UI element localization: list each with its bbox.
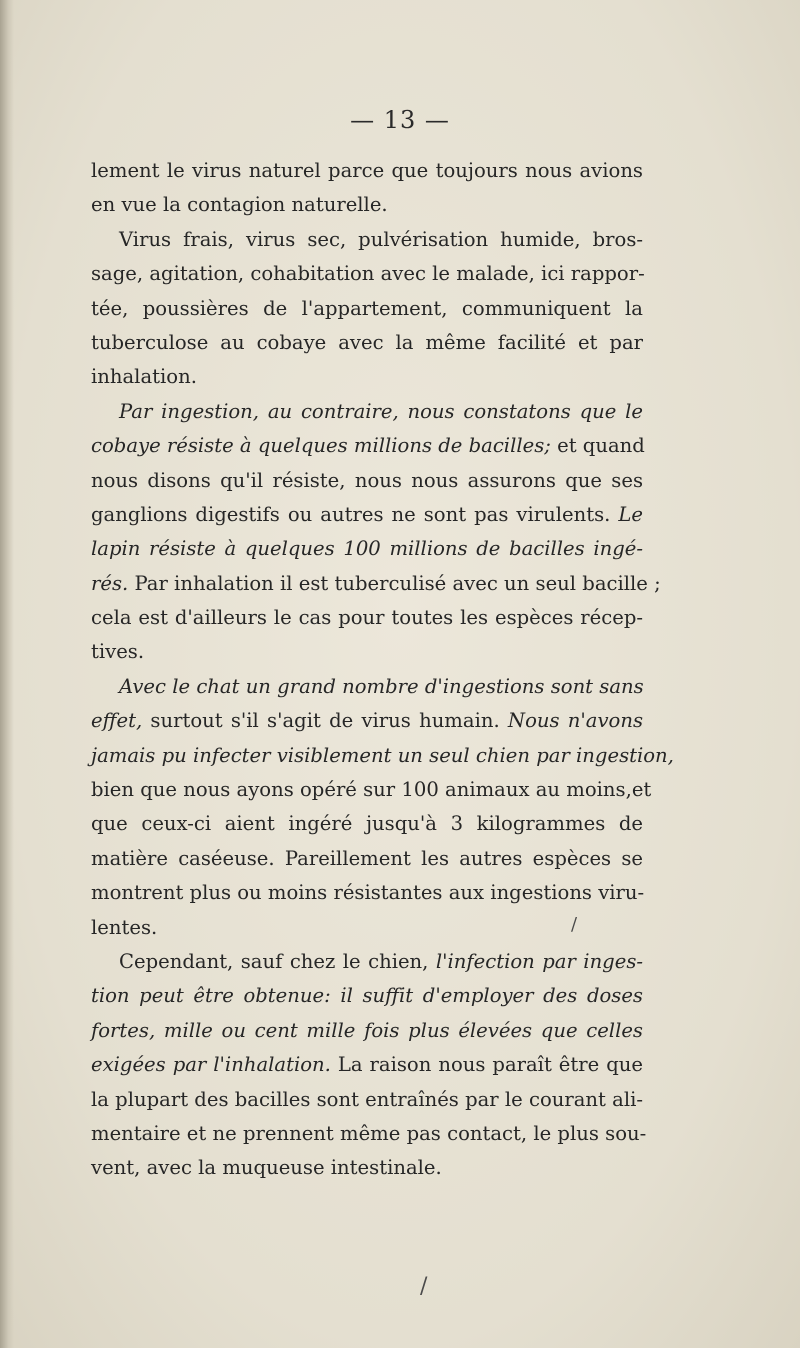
text-segment: La raison nous paraît être que [330, 1053, 643, 1077]
text-line [91, 1117, 647, 1151]
text-line [91, 773, 652, 807]
text-line [91, 876, 643, 910]
italic-text: l'infection par inges- [435, 949, 643, 973]
text-line [91, 807, 643, 841]
text-line [91, 979, 643, 1013]
text-segment: vent, avec la muqueuse intestinale. [91, 1156, 442, 1180]
text-segment: Par inhalation il est tuberculisé avec un seul bacille ; [128, 571, 661, 595]
text-line [91, 154, 643, 188]
text-segment: cela est d'ailleurs le cas pour toutes les espèces récep- [91, 606, 643, 630]
italic-text: Par ingestion, au contraire, nous constatons que le [119, 399, 643, 423]
italic-text: jamais pu infecter visiblement un seul chien par ingestion, [91, 743, 674, 767]
text-line [91, 395, 643, 429]
text-segment: la plupart des bacilles sont entraînés par le courant ali- [91, 1087, 643, 1111]
italic-text: rés. [91, 571, 129, 595]
text-line [91, 704, 643, 738]
text-segment: montrent plus ou moins résistantes aux ingestions viru- [91, 881, 645, 905]
text-segment: inhalation. [91, 365, 197, 389]
text-segment: tuberculose au cobaye avec la même facilité et par [91, 330, 643, 354]
text-segment: bien que nous ayons opéré sur 100 animaux au moins,et [91, 778, 652, 802]
text-segment: mentaire et ne prennent même pas contact, le plus sou- [91, 1121, 647, 1145]
text-segment: nous disons qu'il résiste, nous nous assurons que ses [91, 468, 643, 492]
stray-mark: / [420, 1274, 428, 1299]
text-segment: en vue la contagion naturelle. [91, 193, 388, 217]
text-line [91, 326, 643, 360]
italic-text: lapin résiste à quelques 100 millions de bacilles ingé- [91, 537, 643, 561]
text-line [91, 188, 643, 222]
text-line [91, 567, 661, 601]
text-segment: Cependant, sauf chez le chien, [119, 949, 436, 973]
text-segment: que ceux-ci aient ingéré jusqu'à 3 kilogrammes de [91, 812, 643, 836]
text-line [91, 532, 643, 566]
text-segment: surtout s'il s'agit de virus humain. [142, 709, 508, 733]
text-segment: Virus frais, virus sec, pulvérisation humide, bros- [119, 227, 643, 251]
stray-mark: / [571, 914, 578, 935]
text-line [91, 670, 643, 704]
text-segment: lentes. [91, 915, 158, 939]
italic-text: Nous n'avons [507, 709, 643, 733]
italic-text: fortes, mille ou cent mille fois plus élevées que celles [91, 1018, 643, 1042]
text-segment: tives. [91, 640, 145, 664]
italic-text: effet, [91, 709, 143, 733]
italic-text: tion peut être obtenue: il suffit d'employer des doses [91, 984, 643, 1008]
italic-text: Le [618, 502, 643, 526]
text-line [91, 464, 643, 498]
text-segment: et quand [550, 434, 645, 458]
text-line [91, 601, 643, 635]
text-line [91, 1048, 643, 1082]
text-line [91, 498, 643, 532]
text-line [91, 842, 643, 876]
text-line [91, 911, 643, 945]
body-text [91, 154, 674, 1186]
page-number: — 13 — [350, 106, 450, 134]
text-segment: tée, poussières de l'appartement, communiquent la [91, 296, 643, 320]
text-line [91, 223, 643, 257]
text-line [91, 739, 674, 773]
text-segment: ganglions digestifs ou autres ne sont pas virulents. [91, 502, 619, 526]
text-line [91, 1151, 643, 1185]
text-line [91, 429, 643, 463]
italic-text: exigées par l'inhalation. [91, 1053, 331, 1077]
text-segment: sage, agitation, cohabitation avec le malade, ici rappor- [91, 262, 645, 286]
text-line [91, 1083, 643, 1117]
text-line [91, 360, 643, 394]
text-line [91, 292, 643, 326]
text-segment: lement le virus naturel parce que toujours nous avions [91, 159, 643, 182]
text-line [91, 945, 643, 979]
italic-text: cobaye résiste à quelques millions de bacilles; [91, 434, 551, 458]
text-segment: matière caséeuse. Pareillement les autres espèces se [91, 846, 643, 870]
italic-text: Avec le chat un grand nombre d'ingestions sont sans [119, 674, 644, 698]
text-line [91, 635, 643, 669]
page-edge-shadow [0, 0, 14, 1348]
text-line [91, 257, 643, 291]
text-line [91, 1014, 643, 1048]
